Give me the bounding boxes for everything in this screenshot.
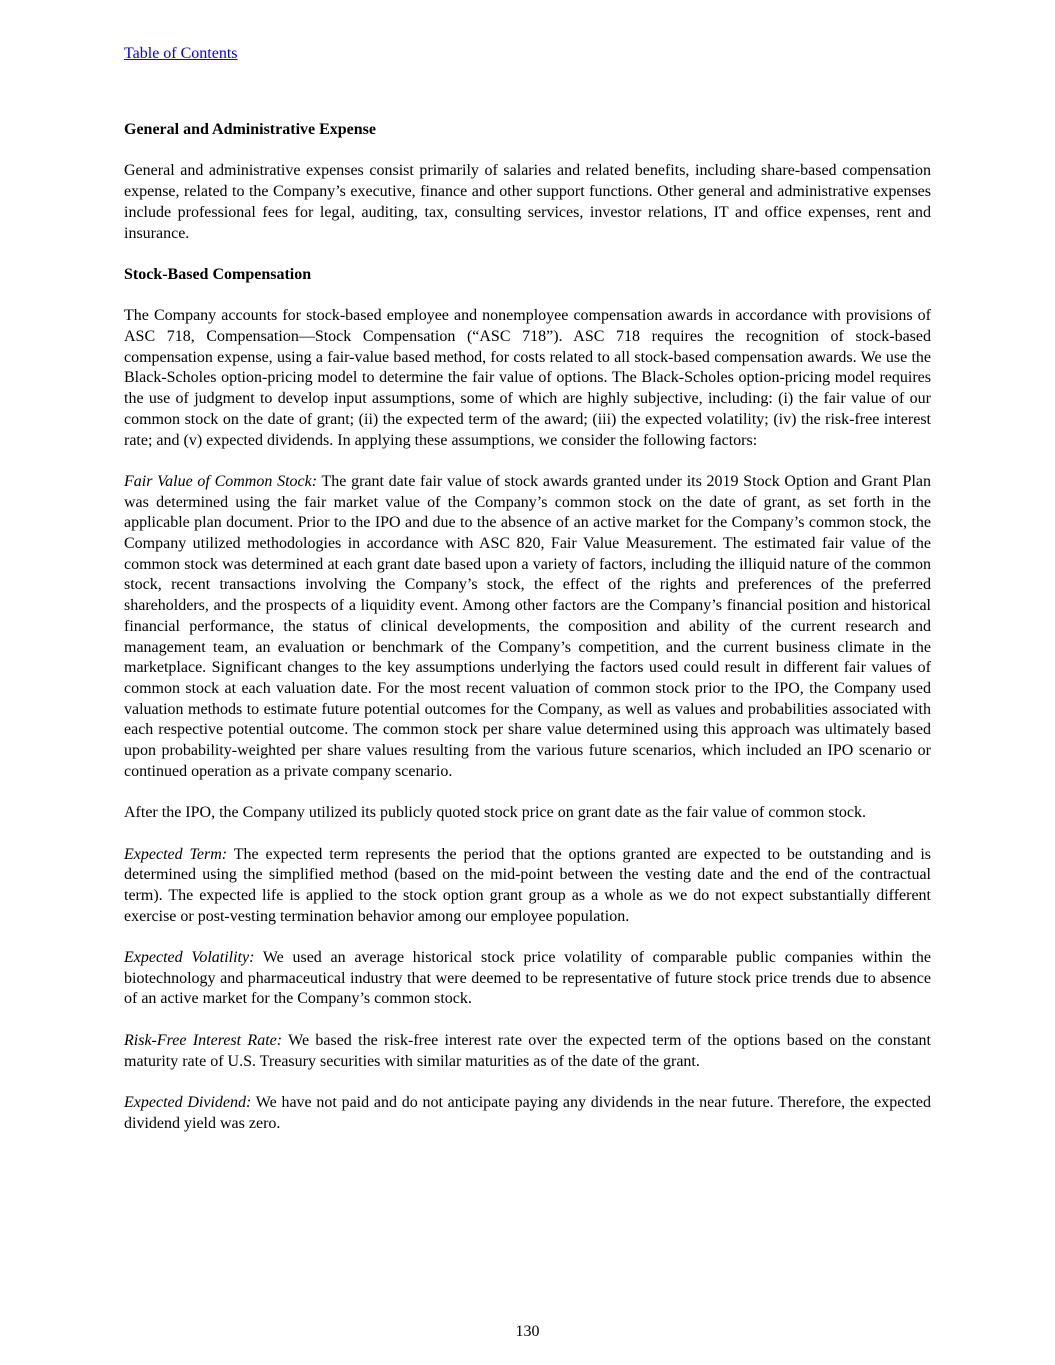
text-expected-volatility: We used an average historical stock price volatility of comparable public companies within the biotechnology and pharmaceutical industry that were deemed to be representative of future stock price trends due to absence of an active market for the Company’s common stock.: [124, 949, 931, 1008]
term-expected-volatility: Expected Volatility:: [124, 949, 255, 967]
term-expected-dividend: Expected Dividend:: [124, 1093, 252, 1111]
text-expected-term: The expected term represents the period that the options granted are expected to be outstanding and is determined using the simplified method (based on the mid-point between the vesting date and the end of the contractual term). The expected life is applied to the stock option grant group as a whole as we do not expect substantially different exercise or post-vesting termination behavior among our employee population.: [124, 845, 931, 925]
paragraph-risk-free-rate: [124, 1031, 931, 1072]
term-fair-value: Fair Value of Common Stock:: [124, 472, 318, 490]
text-expected-dividend: We have not paid and do not anticipate paying any dividends in the near future. Therefore, the expected dividend yield was zero.: [124, 1093, 931, 1132]
paragraph-sbc-intro: The Company accounts for stock-based employee and nonemployee compensation awards in accordance with provisions of ASC 718, Compensation—Stock Compensation (“ASC 718”). ASC 718 requires the recognition of stock-based compensation expense, using a fair-value based method, for costs related to all stock-based compensation awards. We use the Black-Scholes option-pricing model to determine the fair value of options. The Black-Scholes option-pricing model requires the use of judgment to develop input assumptions, some of which are highly subjective, including: (i) the fair value of our common stock on the date of grant; (ii) the expected term of the award; (iii) the expected volatility; (iv) the risk-free interest rate; and (v) expected dividends. In applying these assumptions, we consider the following factors:: [124, 307, 931, 449]
table-of-contents-link[interactable]: Table of Contents: [124, 45, 238, 62]
paragraph-expected-dividend: [124, 1093, 931, 1134]
paragraph-expected-volatility: [124, 948, 931, 1010]
paragraph-after-ipo: After the IPO, the Company utilized its publicly quoted stock price on grant date as the fair value of common stock.: [124, 804, 867, 822]
term-risk-free-rate: Risk-Free Interest Rate:: [124, 1031, 283, 1049]
term-expected-term: Expected Term:: [124, 845, 228, 863]
section-heading-stock-based-compensation: Stock-Based Compensation: [124, 265, 312, 283]
text-risk-free-rate: We based the risk-free interest rate over the expected term of the options based on the constant maturity rate of U.S. Treasury securities with similar maturities as of the date of the grant.: [124, 1031, 931, 1070]
page-number: 130: [515, 1323, 540, 1340]
section-heading-general-administrative: General and Administrative Expense: [124, 121, 377, 138]
paragraph-fair-value: [124, 472, 931, 783]
document-content: [124, 120, 931, 1155]
paragraph-general-administrative: General and administrative expenses consist primarily of salaries and related benefits, including share-based compensation expense, related to the Company’s executive, finance and other support functions. Other general and administrative expenses include professional fees for legal, auditing, tax, consulting services, investor relations, IT and office expenses, rent and insurance.: [124, 162, 931, 242]
paragraph-expected-term: [124, 845, 931, 928]
text-fair-value: The grant date fair value of stock awards granted under its 2019 Stock Option and Grant Plan was determined using the fair market value of the Company’s common stock on the date of grant, as set forth in the applicable plan document. Prior to the IPO and due to the absence of an active market for the Company’s common stock, the Company utilized methodologies in accordance with ASC 820, Fair Value Measurement. The estimated fair value of the common stock was determined at each grant date based upon a variety of factors, including the illiquid nature of the common stock, recent transactions involving the Company’s stock, the effect of the rights and preferences of the preferred shareholders, and the prospects of a liquidity event. Among other factors are the Company’s financial position and historical financial performance, the status of clinical developments, the composition and ability of the current research and management team, an evaluation or benchmark of the Company’s competition, and the current business climate in the marketplace. Significant changes to the key assumptions underlying the factors used could result in different fair values of common stock at each valuation date. For the most recent valuation of common stock prior to the IPO, the Company used valuation methods to estimate future potential outcomes for the Company, as well as values and probabilities associated with each respective potential outcome. The common stock per share value determined using this approach was ultimately based upon probability-weighted per share values resulting from the various future scenarios, which included an IPO scenario or continued operation as a private company scenario.: [124, 472, 931, 780]
